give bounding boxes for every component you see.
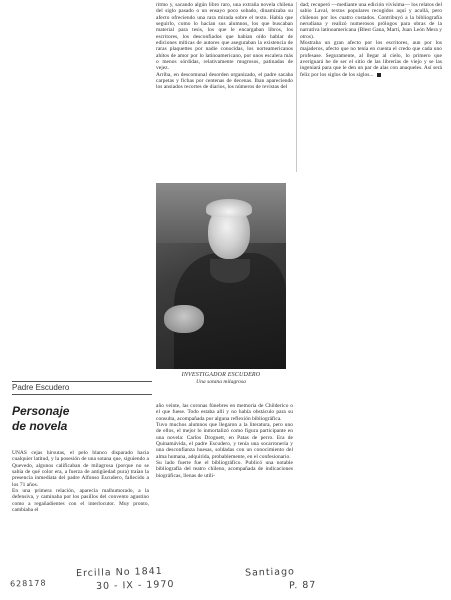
section-rule-top bbox=[12, 381, 152, 382]
article-column-b-text: dad; recuperó —mediante una edición vivísima— los relatos del sabio Laval, textos populares recogidos aquí y acullá, pero chilenos por los cuatro costados. Contribuyó a la bibliografía nerudiana y realizó numerosos prólogos para obras de la narrativa latinoamericana (Blest Gana, Martí, Juan León Mera y otros). Mostraba un gran afecto por los escritores, aun por los majaderos, afecto que no tenía en cuenta el credo que cada uno profesase. Seguramente, al llegar al cielo, lo primero que averiguará he de ser el sitio de las librerías de viejo y se las ingeniará para que le den un par de alas con anaqueles. Así será feliz por los siglos de los siglos... bbox=[300, 2, 442, 78]
portrait-photo bbox=[156, 183, 286, 369]
photo-caption bbox=[156, 372, 286, 386]
section-rule-bottom bbox=[12, 394, 152, 395]
column-divider bbox=[296, 2, 297, 172]
headline-line-1: Personaje bbox=[12, 404, 70, 418]
photo-caption-title: INVESTIGADOR ESCUDERO bbox=[181, 372, 261, 378]
photo-caption-subtitle: Una sotana milagrosa bbox=[196, 379, 246, 385]
handwritten-city: Santiago bbox=[244, 566, 296, 579]
headline-line-2: de novela bbox=[12, 419, 68, 433]
article-column-a-lower: año veinte, las coronas fúnebres en memoria de Childerico o el que fuese. Todo estaba allí y no había obstáculo para su consulta, acompañada por alguna reflexión bibliográfica. Tuvo muchos alumnos que llegaron a la literatura, pero uno de ellos, el mejor lo inmortalizó como figura participante en una novela: Carlos Droguett, en Patas de perro. Era de Quinamávida, el padre Escudero, y tenía una socarronería y una desconfianza huesas, soldadas con un conocimiento del alma humana, adquirida, probablemente, en el confesionario. Su lado fuerte fue el bibliográfico. Publicó una notable bibliografía del teatro chileno, acompañada de indicaciones biográficas, llenas de utili- bbox=[156, 403, 293, 479]
article-column-a-upper: ritmo y, sacando algún libro raro, una extraña novela chilena del siglo pasado o un ensayo poco sobado, dinamizaba su afecto ofreciendo una rara mirada sobre el texto. Había que seguirlo, como lo hacían sus alumnos, los que buscaban material para tesis, los que le encargaban libros, los escritores, los desconfiados que habían oído hablar de ediciones míticas de autores que aseguraban la existencia de raras plaquettes por nadie conocidas, los norteamericanos ahítos de amor por lo latinoamericano, por unos escalera más o menos sórdidas, relativamente mugrosos, patinadas de vejez. Arriba, en descomunal desorden organizado, el padre sacaba carpetas y fichas por centenas de decenas. Iban apareciendo los ansiados recortes de diarios, los números de revistas del bbox=[156, 2, 293, 91]
article-column-b-upper bbox=[300, 2, 442, 78]
handwritten-date: 30 - IX - 1970 bbox=[95, 578, 175, 593]
handwritten-page: P. 87 bbox=[288, 579, 317, 592]
section-tag: Padre Escudero bbox=[12, 383, 70, 392]
article-headline bbox=[12, 404, 152, 434]
handwritten-source: Ercilla No 1841 bbox=[75, 565, 163, 580]
photo-figure-collar bbox=[210, 259, 250, 283]
end-of-article-mark bbox=[377, 73, 381, 77]
handwritten-catalog-number: 628178 bbox=[9, 578, 47, 589]
article-column-left: UNAS cejas hirsutas, el pelo blanco disparado hacia cualquier latitud, y la posesión de una sotana que, siguiendo a Quevedo, algunos calificaban de milagrosa (porque no se sabía de qué color era, a fuerza de antigüedad pura) traían la presencia inmediata del padre Alfonso Escudero, fallecido a los 71 años. En una primera relación, aparecía malhumorado, a la defensiva, y caminaba por los pasillos del convento agustino como a regañadientes con el interlocutor. Muy pronto, cambiaba el bbox=[12, 450, 149, 514]
photo-figure-hand bbox=[164, 305, 204, 333]
photo-figure-hair bbox=[206, 199, 252, 217]
